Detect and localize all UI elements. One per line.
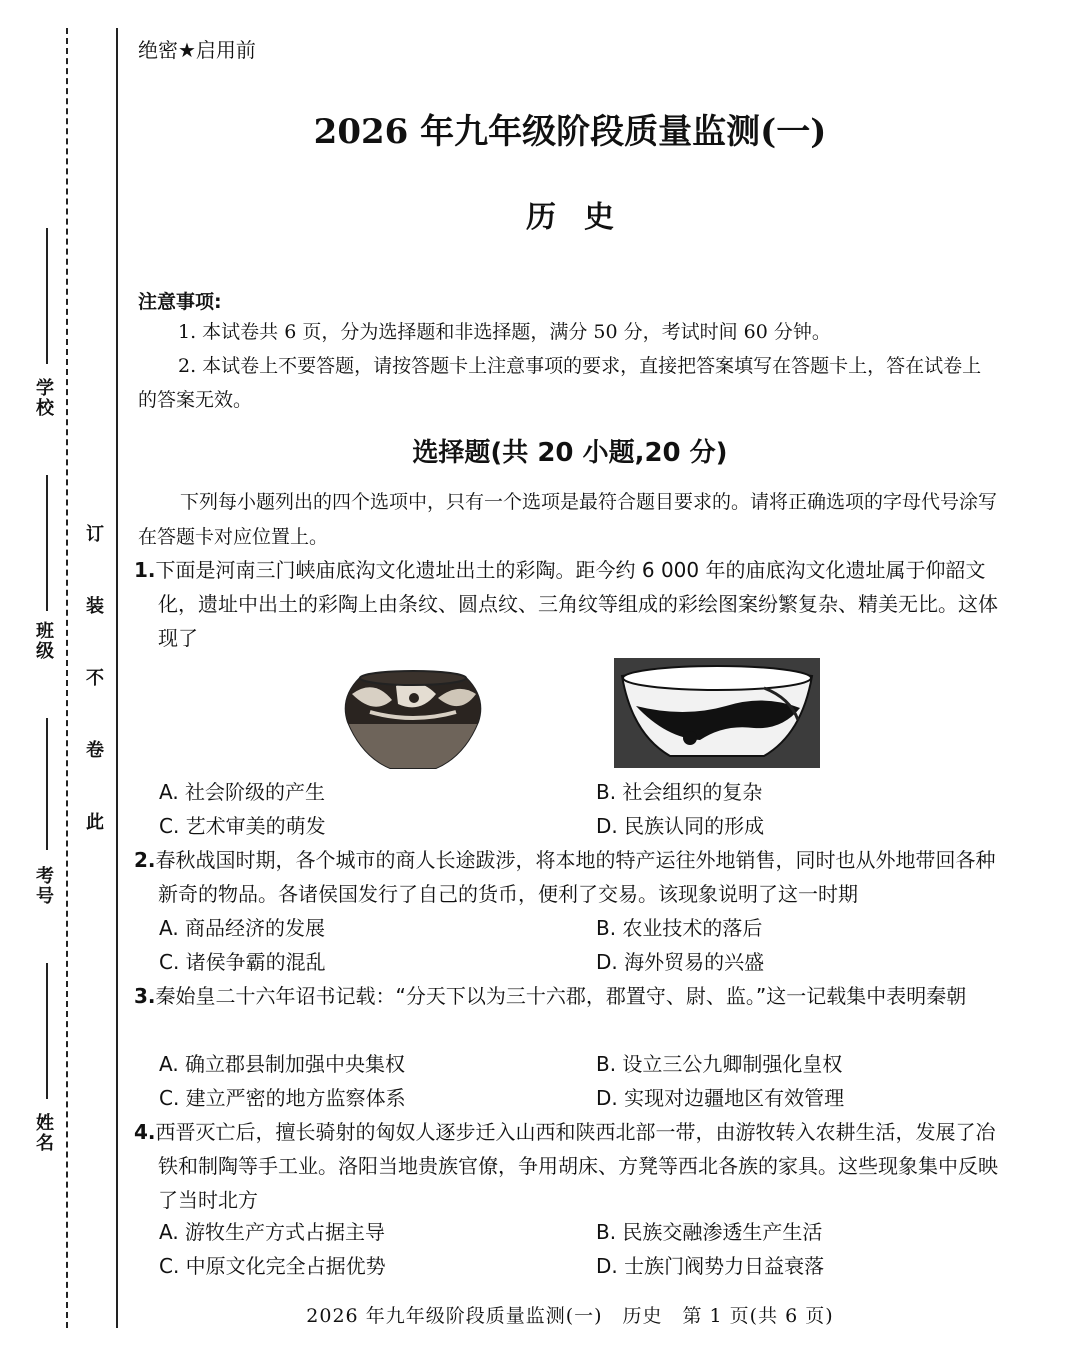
notes-heading: 注意事项:: [138, 291, 222, 313]
page-footer: 2026 年九年级阶段质量监测(一) 历史 第 1 页(共 6 页): [306, 1305, 834, 1327]
seal-char-bu: 不: [86, 668, 104, 689]
question-4-text: 西晋灭亡后，擅长骑射的匈奴人逐步迁入山西和陕西北部一带，由游牧转入农耕生活，发展了冶铁和制陶等手工业。洛阳当地贵族官僚，争用胡床、方凳等西北各族的家具。这些现象集中反映了当时北方: [155, 1120, 998, 1212]
note-item-1: 1. 本试卷共 6 页，分为选择题和非选择题，满分 50 分，考试时间 60 分钟。: [178, 321, 831, 343]
class-label: 班级: [33, 621, 54, 661]
class-field[interactable]: [26, 475, 56, 675]
question-2-number: 2.: [134, 848, 156, 872]
question-4-number: 4.: [134, 1120, 156, 1144]
question-4-option-d[interactable]: D. 士族门阀势力日益衰落: [596, 1254, 825, 1278]
seal-char-zhuang: 装: [86, 596, 104, 617]
pottery-bowl-image: [614, 658, 820, 768]
question-2-option-c[interactable]: C. 诸侯争霸的混乱: [159, 950, 326, 974]
class-blank-line: [46, 475, 48, 611]
pottery-jar-image: [340, 664, 486, 772]
seal-char-ci: 此: [86, 812, 104, 833]
binding-dashed-line: [66, 28, 68, 1328]
question-4-stem: [134, 1115, 1002, 1217]
school-label: 学校: [33, 378, 54, 418]
question-1-option-b[interactable]: B. 社会组织的复杂: [596, 780, 763, 804]
question-3-option-a[interactable]: A. 确立郡县制加强中央集权: [159, 1052, 406, 1076]
question-2-option-d[interactable]: D. 海外贸易的兴盛: [596, 950, 765, 974]
question-3-number: 3.: [134, 984, 156, 1008]
seal-char-juan: 卷: [86, 740, 104, 761]
question-3-text: 秦始皇二十六年诏书记载：“分天下以为三十六郡，郡置守、尉、监。”这一记载集中表明秦朝: [155, 984, 967, 1008]
confidential-mark: 绝密★启用前: [138, 38, 256, 62]
question-1-text: 下面是河南三门峡庙底沟文化遗址出土的彩陶。距今约 6 000 年的庙底沟文化遗址属于仰韶文化，遗址中出土的彩陶上由条纹、圆点纹、三角纹等组成的彩绘图案纷繁复杂、精美无比。这体现了: [155, 558, 998, 650]
subject-title: 历史: [526, 200, 642, 235]
name-label: 姓名: [33, 1113, 54, 1153]
exam-number-label: 考号: [33, 866, 54, 906]
question-3-stem: [134, 979, 1002, 1013]
question-2-option-a[interactable]: A. 商品经济的发展: [159, 916, 326, 940]
question-1-option-c[interactable]: C. 艺术审美的萌发: [159, 814, 326, 838]
section-title: 选择题(共 20 小题,20 分): [412, 438, 728, 468]
question-2-text: 春秋战国时期，各个城市的商人长途跋涉，将本地的特产运往外地销售，同时也从外地带回各种新奇的物品。各诸侯国发行了自己的货币，便利了交易。该现象说明了这一时期: [155, 848, 996, 906]
question-1-number: 1.: [134, 558, 156, 582]
school-field[interactable]: [26, 228, 56, 428]
exam-title: 2026 年九年级阶段质量监测(一): [313, 112, 827, 152]
question-4-option-c[interactable]: C. 中原文化完全占据优势: [159, 1254, 386, 1278]
school-blank-line: [46, 228, 48, 364]
exam-number-field[interactable]: [26, 718, 56, 918]
seal-char-ding: 订: [86, 524, 104, 545]
margin-solid-line: [116, 28, 118, 1328]
question-3-option-c[interactable]: C. 建立严密的地方监察体系: [159, 1086, 406, 1110]
question-1-stem: [134, 553, 1002, 655]
name-field[interactable]: [26, 963, 56, 1163]
question-4-option-a[interactable]: A. 游牧生产方式占据主导: [159, 1220, 386, 1244]
section-instruction: 下列每小题列出的四个选项中，只有一个选项是最符合题目要求的。请将正确选项的字母代号涂写在答题卡对应位置上。: [138, 491, 998, 548]
question-2-option-b[interactable]: B. 农业技术的落后: [596, 916, 763, 940]
question-4-option-b[interactable]: B. 民族交融渗透生产生活: [596, 1220, 823, 1244]
question-2-stem: [134, 843, 1002, 911]
question-1-option-d[interactable]: D. 民族认同的形成: [596, 814, 765, 838]
question-3-option-b[interactable]: B. 设立三公九卿制强化皇权: [596, 1052, 843, 1076]
question-1-option-a[interactable]: A. 社会阶级的产生: [159, 780, 326, 804]
note-item-2: 2. 本试卷上不要答题，请按答题卡上注意事项的要求，直接把答案填写在答题卡上，答在试卷上的答案无效。: [138, 355, 982, 411]
exam-number-blank-line: [46, 718, 48, 850]
question-3-option-d[interactable]: D. 实现对边疆地区有效管理: [596, 1086, 845, 1110]
name-blank-line: [46, 963, 48, 1099]
